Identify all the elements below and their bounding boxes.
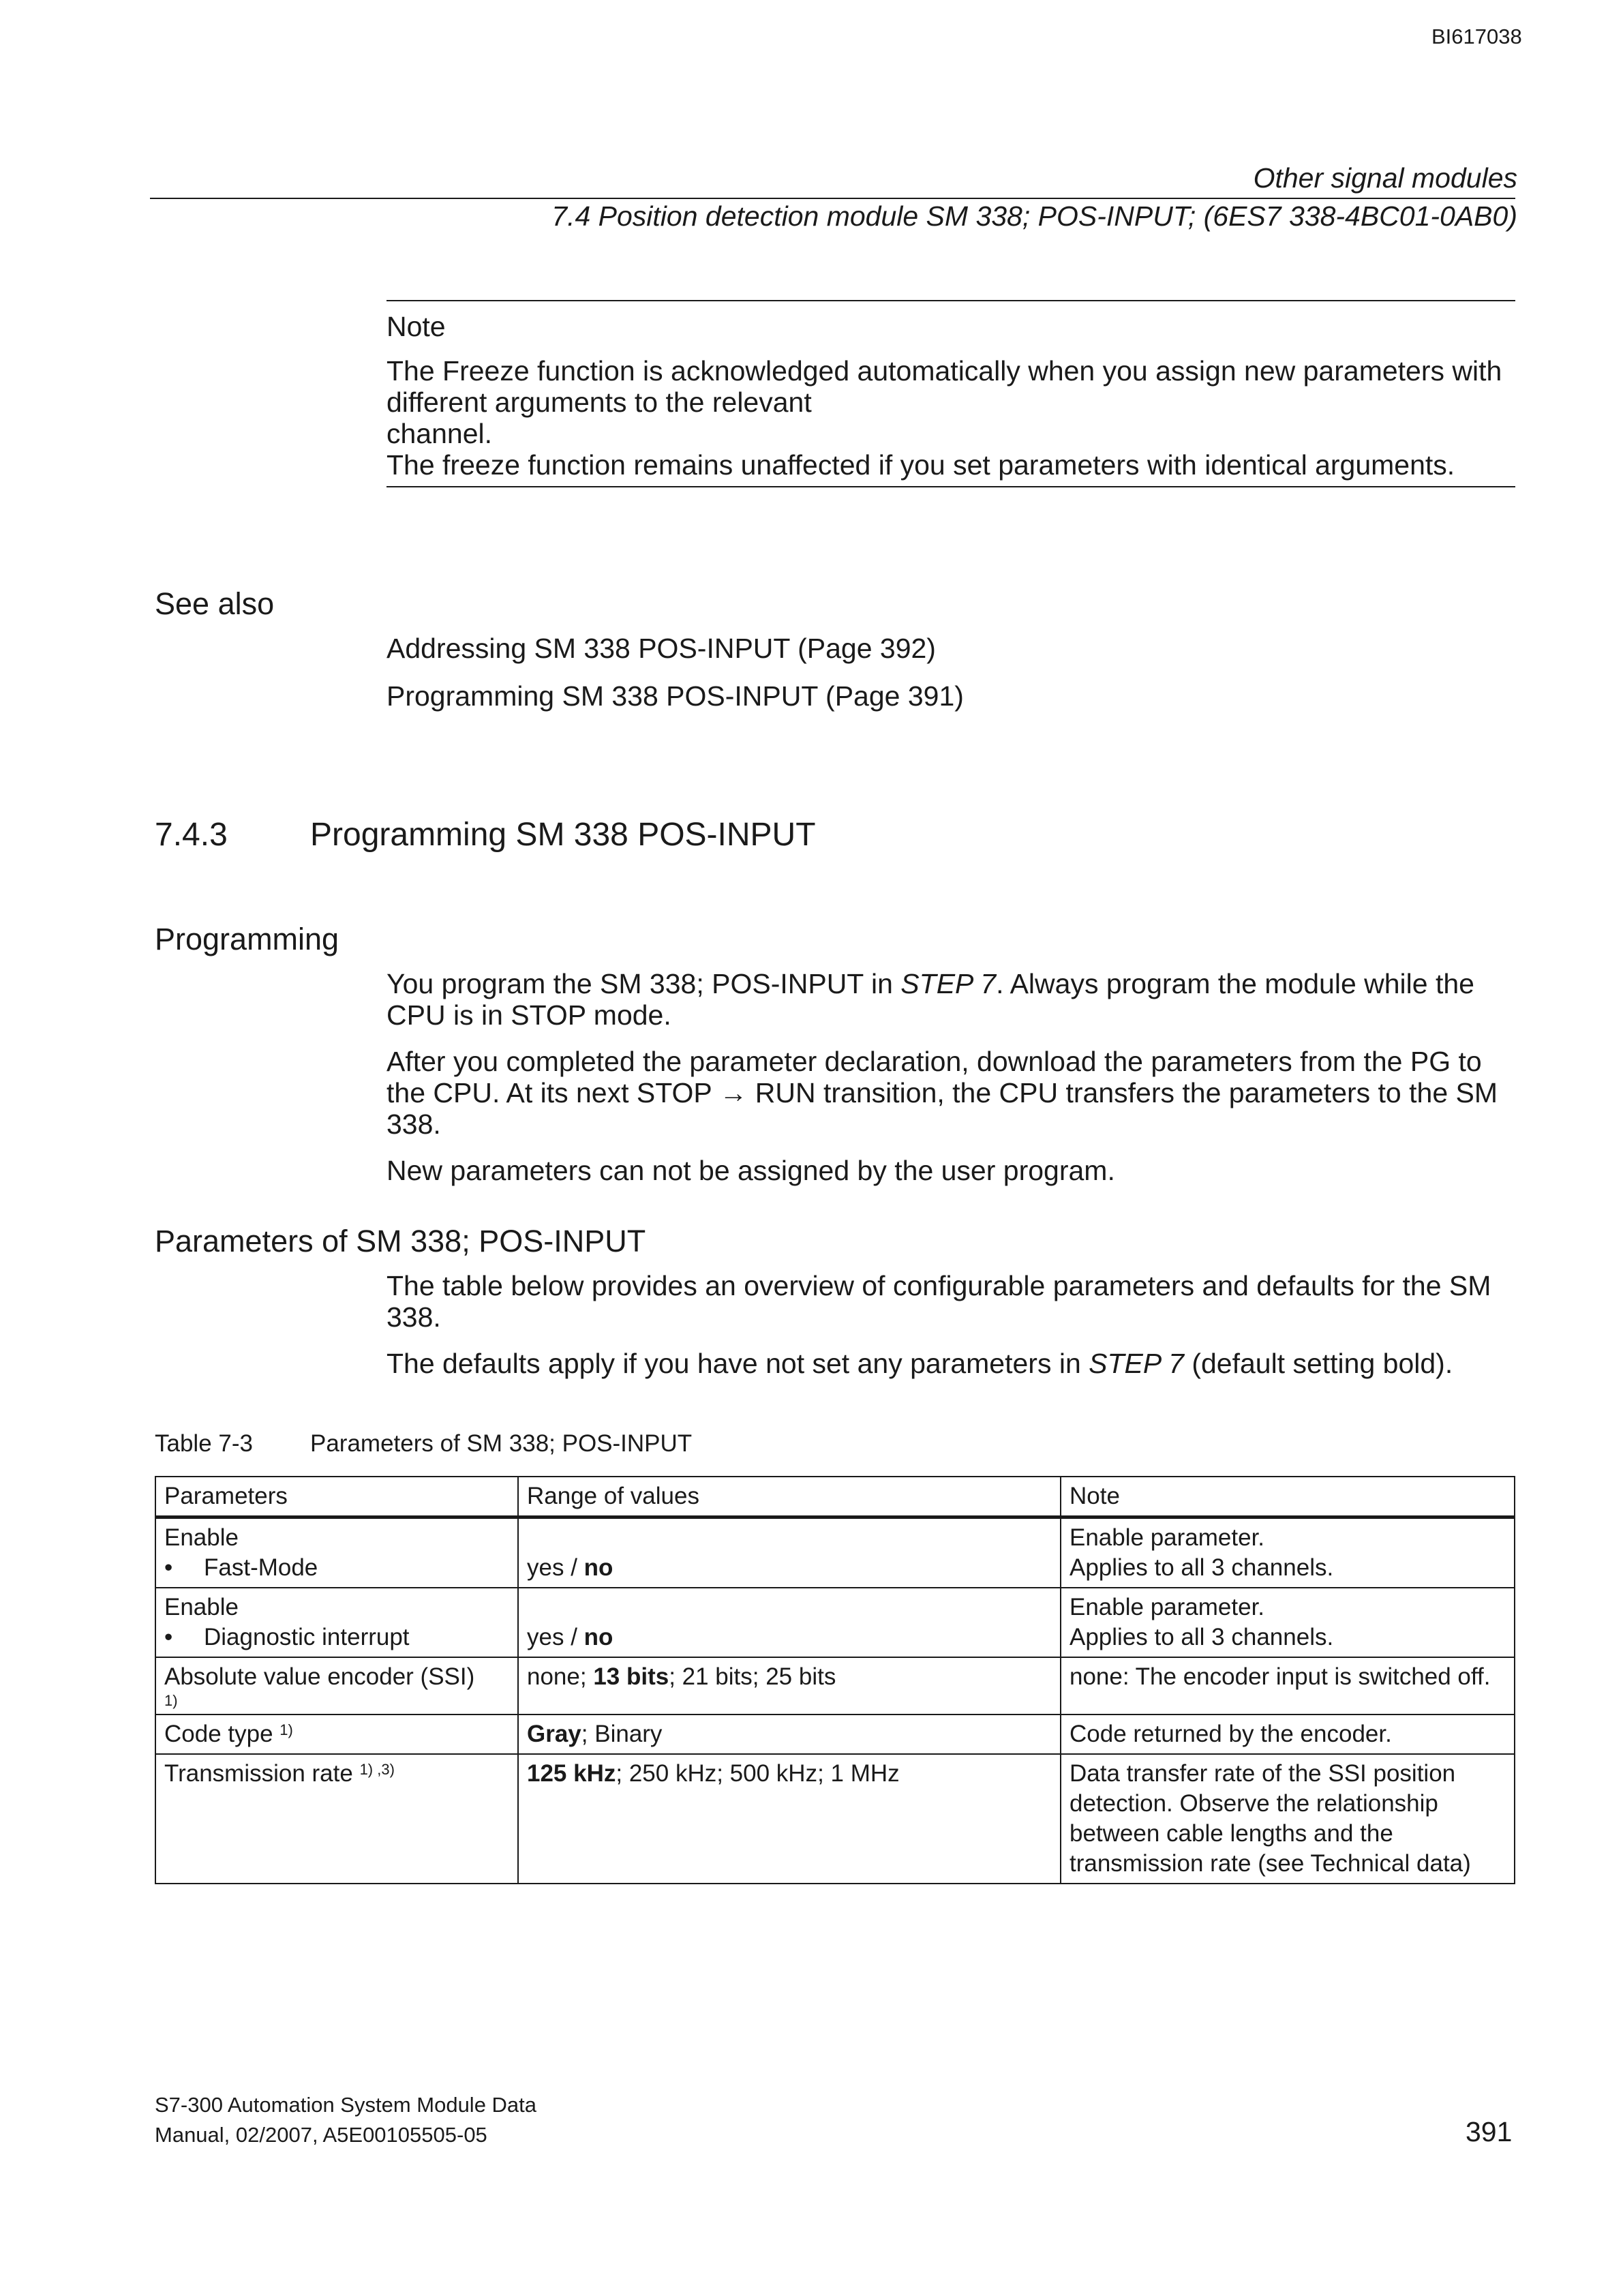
footer-manual-title: S7-300 Automation System Module Data [155,2093,537,2117]
table-cell-note: none: The encoder input is switched off. [1061,1657,1515,1715]
see-also-list [386,633,964,728]
table-cell-note: Enable parameter. Applies to all 3 channels. [1061,1588,1515,1657]
table-row [155,1715,1515,1754]
note-text [386,355,1515,481]
table-cell-range: yes / no [518,1517,1061,1588]
table-row [155,1754,1515,1884]
section-title: Programming SM 338 POS-INPUT [310,817,816,853]
table-row [155,1517,1515,1588]
table-caption-number: Table 7-3 [155,1430,253,1457]
note-title: Note [386,311,446,342]
table-cell-parameter: Enable • Fast-Mode [155,1517,518,1588]
bullet-icon: • [164,1624,173,1650]
table-cell-note: Enable parameter. Applies to all 3 channels. [1061,1517,1515,1588]
table-header-cell: Note [1061,1477,1515,1517]
bullet-icon: • [164,1554,173,1581]
parameters-heading: Parameters of SM 338; POS-INPUT [155,1224,646,1258]
programming-paragraph-3: New parameters can not be assigned by the user program. [386,1155,1115,1186]
parameters-table [155,1476,1515,1884]
table-cell-parameter: Code type $^{1)}$ [155,1715,518,1754]
parameters-paragraph-2: The defaults apply if you have not set any parameters in STEP 7 (default setting bold). [386,1348,1453,1379]
programming-paragraph-1: You program the SM 338; POS-INPUT in STEP 7. Always program the module while the CPU is in STOP mode. [386,968,1474,1031]
parameters-body [386,1270,1518,1394]
footer-manual-info: Manual, 02/2007, A5E00105505-05 [155,2123,487,2147]
header-rule [150,198,1515,199]
note-line: channel. [386,418,493,449]
note-line: different arguments to the relevant [386,387,812,418]
table-cell-parameter: Absolute value encoder (SSI) 1) [155,1657,518,1715]
table-header-cell: Range of values [518,1477,1061,1517]
table-header-cell: Parameters [155,1477,518,1517]
header-section: 7.4 Position detection module SM 338; POS-INPUT; (6ES7 338-4BC01-0AB0) [551,200,1517,232]
note-line: The Freeze function is acknowledged automatically when you assign new parameters with [386,355,1502,387]
table-cell-range: Gray; Binary [518,1715,1061,1754]
table-header-row [155,1477,1515,1517]
table-cell-note: Code returned by the encoder. [1061,1715,1515,1754]
see-also-link-addressing[interactable]: Addressing SM 338 POS-INPUT (Page 392) [386,633,936,664]
programming-body [386,968,1518,1201]
table-row [155,1588,1515,1657]
programming-heading: Programming [155,922,339,956]
programming-paragraph-2: After you completed the parameter declaration, download the parameters from the PG to the CPU. At its next STOP → RUN transition, the CPU transfers the parameters to the SM 338. [386,1046,1498,1140]
see-also-link-programming[interactable]: Programming SM 338 POS-INPUT (Page 391) [386,680,964,712]
parameters-paragraph-1: The table below provides an overview of configurable parameters and defaults for the SM 338. [386,1270,1491,1333]
note-box [386,300,1515,487]
table-cell-range: yes / no [518,1588,1061,1657]
section-number: 7.4.3 [155,817,228,853]
document-id: BI617038 [1431,25,1522,48]
table-cell-parameter: Transmission rate $^{1) ,3)}$ [155,1754,518,1884]
table-cell-range: none; 13 bits; 21 bits; 25 bits [518,1657,1061,1715]
see-also-heading: See also [155,586,275,621]
table-cell-parameter: Enable • Diagnostic interrupt [155,1588,518,1657]
table-caption-text: Parameters of SM 338; POS-INPUT [310,1430,693,1457]
table-row [155,1657,1515,1715]
note-line: The freeze function remains unaffected if you set parameters with identical arguments. [386,449,1455,481]
page-number: 391 [1466,2116,1513,2147]
table-cell-range: 125 kHz; 250 kHz; 500 kHz; 1 MHz [518,1754,1061,1884]
header-chapter: Other signal modules [1253,162,1517,194]
table-cell-note: Data transfer rate of the SSI position detection. Observe the relationship between cable lengths and the transmission rate (see Technical data) [1061,1754,1515,1884]
